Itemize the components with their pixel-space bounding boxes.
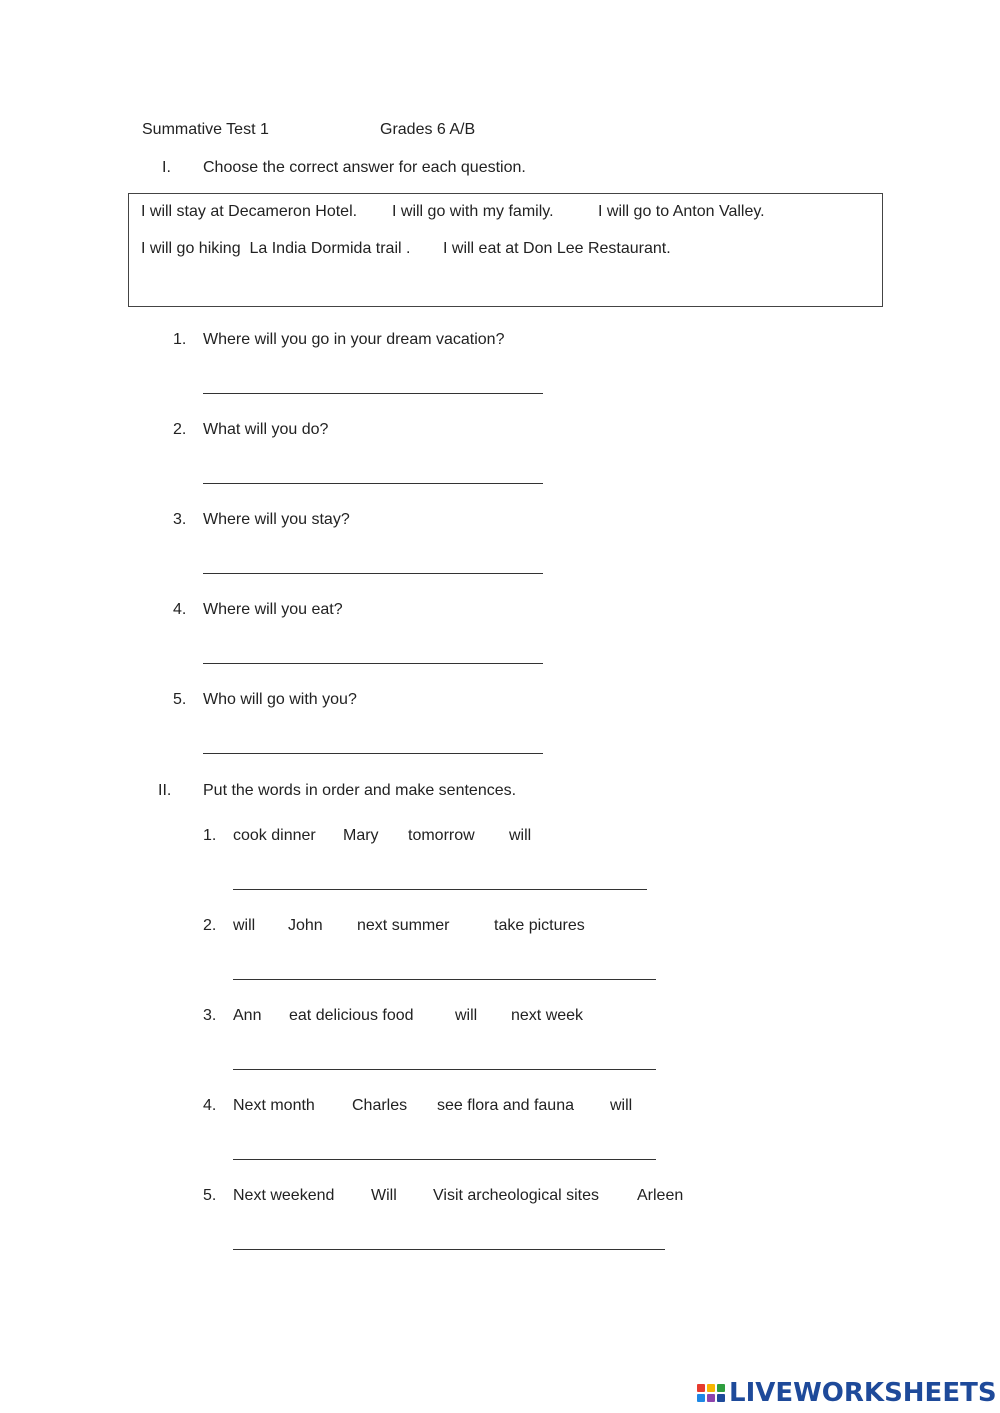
- scramble-4-word: will: [610, 1097, 633, 1114]
- answer-line-q3[interactable]: [203, 573, 543, 574]
- section-2-instruction: Put the words in order and make sentences.: [203, 782, 517, 799]
- scramble-3-word: next week: [511, 1007, 584, 1024]
- scramble-4-word: Charles: [352, 1097, 408, 1114]
- section-1-instruction: Choose the correct answer for each question.: [203, 159, 526, 176]
- scramble-1-word: Mary: [343, 827, 379, 844]
- question-2-number: 2.: [173, 421, 187, 438]
- answer-line-s2[interactable]: [233, 979, 656, 980]
- answer-line-s1[interactable]: [233, 889, 647, 890]
- question-1-number: 1.: [173, 331, 187, 348]
- scramble-1-word: cook dinner: [233, 827, 316, 844]
- scramble-2-word: John: [288, 917, 323, 934]
- question-3-text: Where will you stay?: [203, 511, 350, 528]
- answer-line-s3[interactable]: [233, 1069, 656, 1070]
- scramble-1-number: 1.: [203, 827, 217, 844]
- option-stay: I will stay at Decameron Hotel.: [141, 203, 358, 220]
- scramble-2-number: 2.: [203, 917, 217, 934]
- scramble-1-word: will: [509, 827, 532, 844]
- question-3-number: 3.: [173, 511, 187, 528]
- scramble-3-word: Ann: [233, 1007, 262, 1024]
- scramble-5-word: Arleen: [637, 1187, 684, 1204]
- scramble-4-word: see flora and fauna: [437, 1097, 574, 1114]
- liveworksheets-logo[interactable]: [697, 1378, 997, 1408]
- scramble-4-number: 4.: [203, 1097, 217, 1114]
- logo-mark-icon: [697, 1384, 725, 1402]
- scramble-2-word: next summer: [357, 917, 450, 934]
- question-5-number: 5.: [173, 691, 187, 708]
- scramble-3-number: 3.: [203, 1007, 217, 1024]
- scramble-3-word: eat delicious food: [289, 1007, 414, 1024]
- scramble-4-word: Next month: [233, 1097, 315, 1114]
- scramble-2-word: will: [233, 917, 256, 934]
- test-title: Summative Test 1: [142, 121, 269, 138]
- option-hiking: I will go hiking La India Dormida trail .: [141, 240, 411, 257]
- answer-line-s5[interactable]: [233, 1249, 665, 1250]
- question-4-number: 4.: [173, 601, 187, 618]
- section-1-numeral: I.: [162, 159, 171, 176]
- logo-wordmark: LIVEWORKSHEETS: [729, 1378, 997, 1408]
- scramble-5-word: Will: [371, 1187, 397, 1204]
- question-4-text: Where will you eat?: [203, 601, 343, 618]
- scramble-1-word: tomorrow: [408, 827, 475, 844]
- answer-line-q4[interactable]: [203, 663, 543, 664]
- option-restaurant: I will eat at Don Lee Restaurant.: [443, 240, 671, 257]
- answer-line-q2[interactable]: [203, 483, 543, 484]
- question-5-text: Who will go with you?: [203, 691, 357, 708]
- answer-line-q1[interactable]: [203, 393, 543, 394]
- scramble-5-number: 5.: [203, 1187, 217, 1204]
- scramble-3-word: will: [455, 1007, 478, 1024]
- question-2-text: What will you do?: [203, 421, 329, 438]
- scramble-5-word: Visit archeological sites: [433, 1187, 600, 1204]
- scramble-5-word: Next weekend: [233, 1187, 335, 1204]
- grades-label: Grades 6 A/B: [380, 121, 476, 138]
- option-family: I will go with my family.: [392, 203, 554, 220]
- answer-line-s4[interactable]: [233, 1159, 656, 1160]
- scramble-2-word: take pictures: [494, 917, 585, 934]
- question-1-text: Where will you go in your dream vacation?: [203, 331, 505, 348]
- option-anton-valley: I will go to Anton Valley.: [598, 203, 765, 220]
- answer-line-q5[interactable]: [203, 753, 543, 754]
- section-2-numeral: II.: [158, 782, 172, 799]
